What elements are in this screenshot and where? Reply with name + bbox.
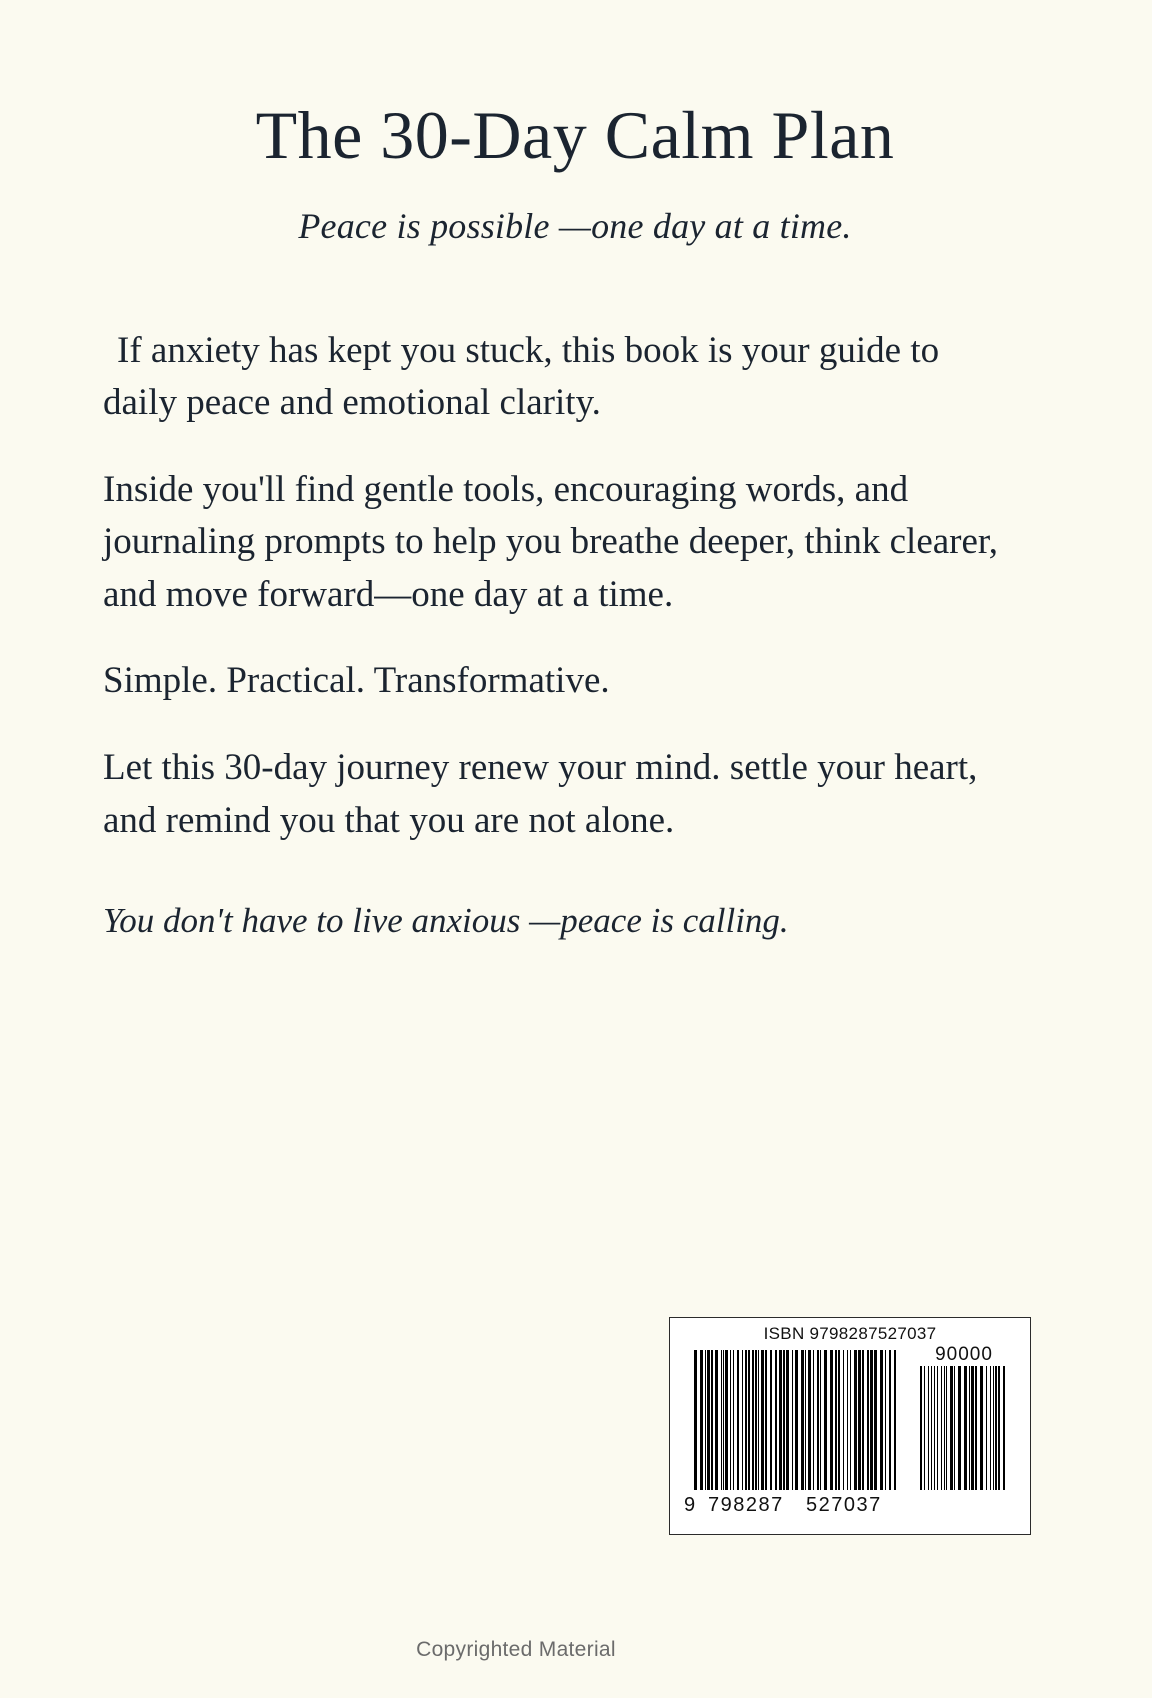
barcode-bar <box>786 1350 789 1490</box>
barcode-bar <box>946 1366 947 1490</box>
barcode-bar <box>980 1366 983 1490</box>
barcode-bar <box>941 1366 942 1490</box>
barcode-bar <box>838 1350 840 1490</box>
barcode-bar <box>885 1350 886 1490</box>
barcode-bar <box>850 1350 851 1490</box>
barcode-bar <box>795 1350 798 1490</box>
barcode-bar <box>858 1350 861 1490</box>
barcode-bar <box>920 1366 922 1490</box>
barcode-bar <box>770 1350 772 1490</box>
barcode-bar <box>975 1366 977 1490</box>
barcode-bar <box>715 1350 718 1490</box>
barcode-bars-addon <box>920 1366 1006 1490</box>
barcode-bar <box>880 1350 883 1490</box>
barcode-bar <box>998 1366 1000 1490</box>
barcode-bar <box>931 1366 932 1490</box>
barcode-bar <box>986 1366 987 1490</box>
page-title: The 30-Day Calm Plan <box>255 97 895 173</box>
barcode-bar <box>700 1350 703 1490</box>
barcode-bar <box>854 1350 857 1490</box>
barcode-digit-group-2: 527037 <box>806 1494 882 1516</box>
barcode-digit-left: 9 <box>684 1494 696 1516</box>
barcode-bar <box>993 1366 994 1490</box>
barcode-bar <box>758 1350 759 1490</box>
barcode-bar <box>748 1350 750 1490</box>
copyright-notice: Copyrighted Material <box>416 1638 616 1661</box>
blurb-body <box>95 325 1055 945</box>
blurb-paragraph: Inside you'll find gentle tools, encouraging words, and journaling prompts to help you breathe deeper, think clearer, and move forward—one day at a time. <box>103 468 999 615</box>
barcode-bar <box>969 1366 970 1490</box>
barcode-bar <box>867 1350 869 1490</box>
page-subtitle: Peace is possible —one day at a time. <box>298 205 852 246</box>
barcode-bar <box>944 1366 945 1490</box>
barcode-bar <box>792 1350 793 1490</box>
isbn-barcode <box>669 1317 1031 1535</box>
blurb-paragraph: If anxiety has kept you stuck, this book is your guide to daily peace and emotional clarity. <box>103 329 940 424</box>
barcode-bar <box>928 1366 929 1490</box>
barcode-bar <box>737 1350 739 1490</box>
barcode-bar <box>730 1350 731 1490</box>
barcode-bar <box>761 1350 764 1490</box>
barcode-bar <box>870 1350 873 1490</box>
barcode-bar <box>1003 1366 1005 1490</box>
barcode-digit-group-1: 798287 <box>708 1494 784 1516</box>
barcode-bar <box>775 1350 777 1490</box>
barcode-bar <box>950 1366 953 1490</box>
barcode-bar <box>783 1350 785 1490</box>
barcode-bar <box>817 1350 819 1490</box>
barcode-bar <box>707 1350 710 1490</box>
barcode-bar <box>808 1350 811 1490</box>
barcode-bar <box>725 1350 728 1490</box>
copyright-notice-wrap <box>0 1638 1152 1662</box>
barcode-bar <box>995 1366 997 1490</box>
barcode-bar <box>805 1350 806 1490</box>
barcode-bar <box>705 1350 706 1490</box>
barcode-bar <box>894 1350 896 1490</box>
barcode-bar <box>820 1350 821 1490</box>
barcode-bar <box>721 1350 722 1490</box>
barcode-addon-value: 90000 <box>935 1344 993 1365</box>
blurb-paragraph: Let this 30-day journey renew your mind. settle your heart, and remind you that you are not alone. <box>103 746 978 841</box>
blurb-paragraph: Simple. Practical. Transformative. <box>103 660 610 702</box>
barcode-bar <box>954 1366 955 1490</box>
barcode-bar <box>874 1350 877 1490</box>
barcode-bar <box>990 1366 991 1490</box>
barcode-bar <box>694 1350 697 1490</box>
barcode-bar <box>937 1366 938 1490</box>
barcode-bar <box>824 1350 827 1490</box>
barcode-bar <box>723 1350 724 1490</box>
barcode-bar <box>755 1350 757 1490</box>
barcode-bar <box>765 1350 767 1490</box>
barcode-bar <box>958 1366 961 1490</box>
barcode-bar <box>847 1350 848 1490</box>
barcode-bar <box>711 1350 713 1490</box>
barcode-bar <box>830 1350 833 1490</box>
barcode-bar <box>924 1366 925 1490</box>
barcode-bar <box>733 1350 734 1490</box>
barcode-bar <box>813 1350 814 1490</box>
barcode-bar <box>971 1366 974 1490</box>
barcode-bar <box>964 1366 967 1490</box>
barcode-bar <box>835 1350 837 1490</box>
barcode-bar <box>843 1350 844 1490</box>
barcode-bar <box>862 1350 864 1490</box>
closing-line: You don't have to live anxious —peace is calling. <box>103 901 789 941</box>
barcode-bars-main <box>694 1350 898 1490</box>
barcode-bar <box>801 1350 804 1490</box>
cover-content <box>95 0 1055 944</box>
barcode-bar <box>779 1350 782 1490</box>
barcode-bar <box>745 1350 747 1490</box>
isbn-label: ISBN 9798287527037 <box>763 1324 937 1343</box>
barcode-bar <box>934 1366 935 1490</box>
barcode-bar <box>742 1350 743 1490</box>
barcode-bar <box>889 1350 891 1490</box>
barcode-bar <box>752 1350 754 1490</box>
